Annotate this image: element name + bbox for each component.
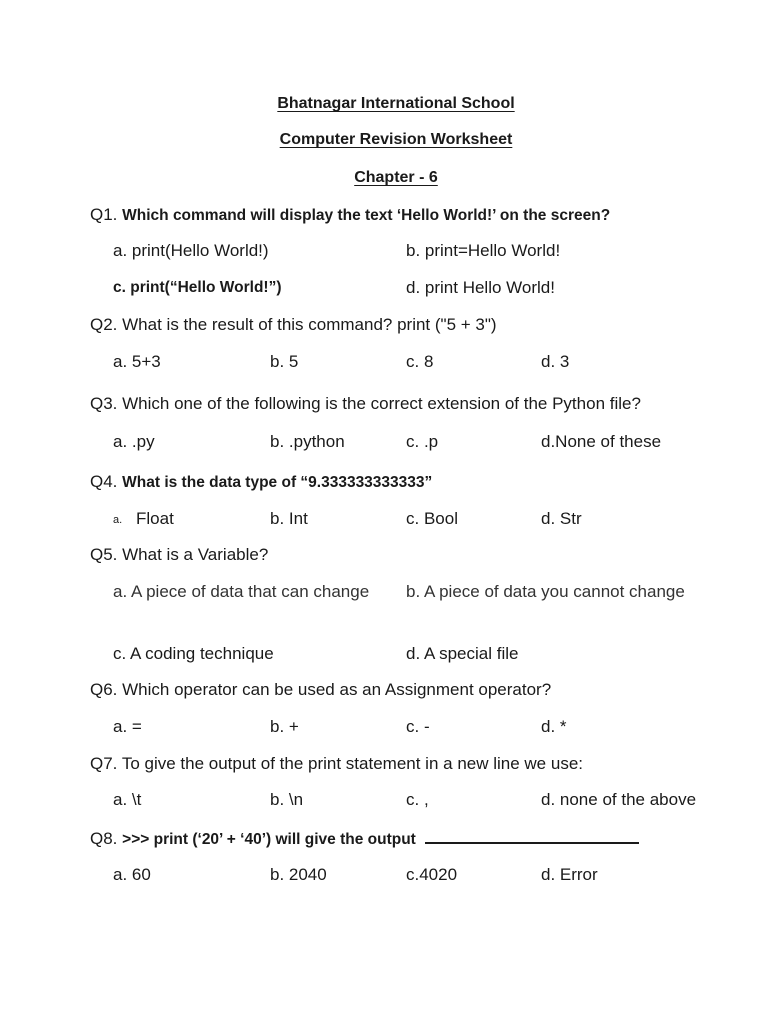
q6-option-a: a. = (113, 717, 142, 736)
question-number: Q8. (90, 829, 118, 848)
q8-option-d: d. Error (541, 865, 598, 884)
question-5 (90, 545, 268, 565)
q5-option-c: c. A coding technique (113, 644, 274, 663)
question-number: Q3. (90, 394, 118, 413)
q5-option-b: b. A piece of data you cannot change (406, 582, 685, 601)
q1-option-b: b. print=Hello World! (406, 241, 561, 260)
question-3 (90, 394, 641, 414)
q1-option-d: d. print Hello World! (406, 278, 555, 297)
q2-option-b: b. 5 (270, 352, 299, 371)
q3-option-b: b. .python (270, 432, 345, 451)
q4-option-a: Float (136, 509, 174, 528)
q7-option-a: a. \t (113, 790, 142, 809)
q6-option-d: d. * (541, 717, 567, 736)
q2-option-a: a. 5+3 (113, 352, 161, 371)
question-2 (90, 315, 497, 335)
q4-option-a-marker: a. (113, 514, 123, 526)
question-text: What is the data type of “9.333333333333” (122, 474, 433, 491)
q6-option-b: b. + (270, 717, 299, 736)
question-number: Q5. (90, 545, 118, 564)
q2-option-c: c. 8 (406, 352, 434, 371)
chapter-title: Chapter - 6 (354, 169, 438, 186)
question-text: >>> print (‘20’ + ‘40’) will give the output (122, 831, 416, 848)
q2-option-d: d. 3 (541, 352, 570, 371)
question-number: Q6. (90, 680, 118, 699)
q8-option-a: a. 60 (113, 865, 151, 884)
school-title: Bhatnagar International School (277, 95, 515, 112)
question-text: Which operator can be used as an Assignment operator? (122, 680, 552, 699)
question-text: What is a Variable? (122, 545, 269, 564)
question-number: Q2. (90, 315, 118, 334)
q3-option-a: a. .py (113, 432, 155, 451)
q7-option-b: b. \n (270, 790, 304, 809)
question-text: Which command will display the text ‘Hello World!’ on the screen? (122, 207, 611, 224)
q8-option-c: c.4020 (406, 865, 458, 884)
q5-option-a: a. A piece of data that can change (113, 582, 370, 601)
q1-option-a: a. print(Hello World!) (113, 241, 269, 260)
q7-option-d: d. none of the above (541, 790, 697, 809)
question-number: Q4. (90, 472, 118, 491)
q4-option-b: b. Int (270, 509, 308, 528)
q1-option-c: c. print(“Hello World!”) (113, 279, 282, 296)
question-6 (90, 680, 551, 700)
q7-option-c: c. , (406, 790, 429, 809)
question-text: What is the result of this command? print ("5 + 3") (122, 315, 497, 334)
q6-option-c: c. - (406, 717, 430, 736)
q5-option-d: d. A special file (406, 644, 519, 663)
question-1 (90, 205, 610, 225)
q4-option-d: d. Str (541, 509, 582, 528)
question-text: Which one of the following is the correct extension of the Python file? (122, 394, 641, 413)
worksheet-title: Computer Revision Worksheet (279, 131, 513, 148)
question-8 (90, 828, 639, 849)
question-number: Q7. (90, 754, 118, 773)
question-text: To give the output of the print statement in a new line we use: (121, 754, 583, 773)
q8-option-b: b. 2040 (270, 865, 327, 884)
q4-option-c: c. Bool (406, 509, 458, 528)
q3-option-c: c. .p (406, 432, 439, 451)
q3-option-d: d.None of these (541, 432, 662, 451)
question-number: Q1. (90, 205, 118, 224)
question-7 (90, 754, 583, 774)
question-4 (90, 472, 432, 492)
answer-blank-line (425, 828, 639, 844)
